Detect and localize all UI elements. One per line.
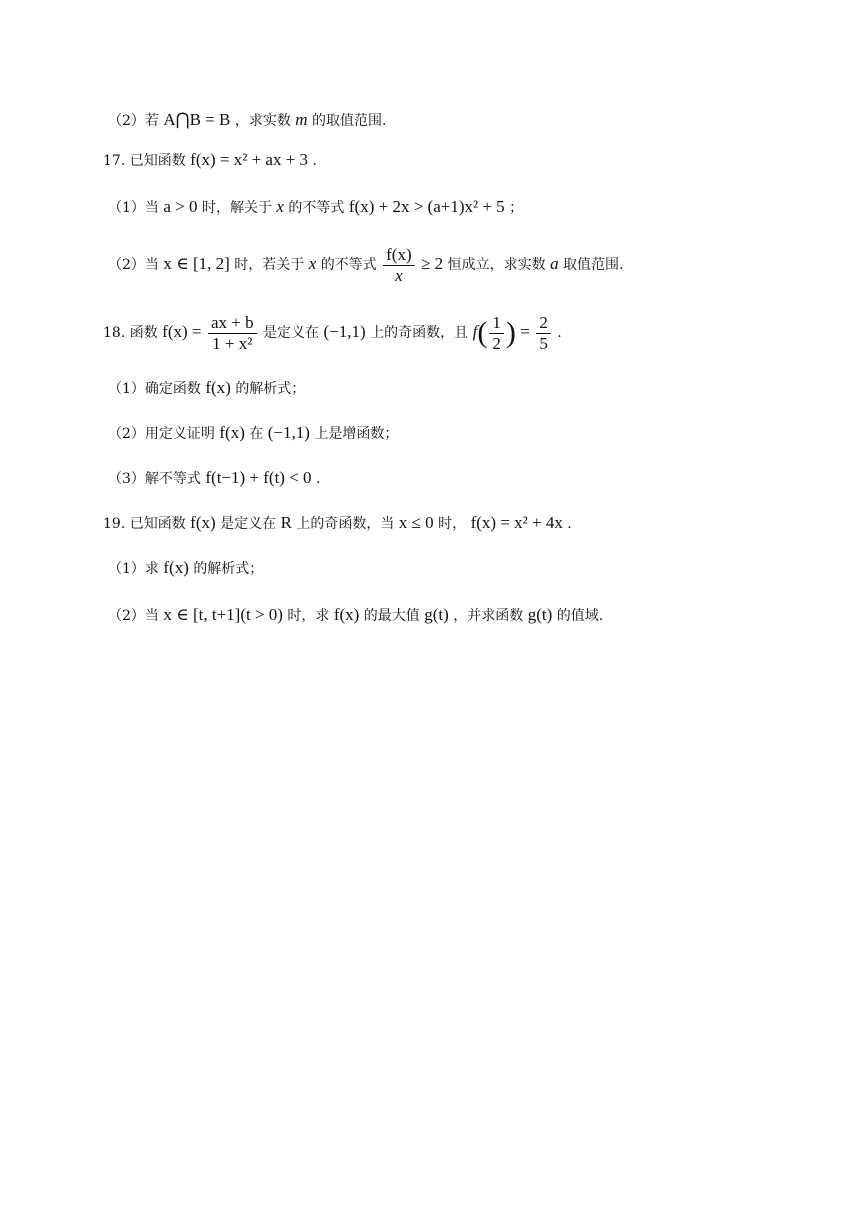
q17-p1-var: x [276, 197, 284, 216]
q16-p2-end: 的取值范围. [312, 113, 387, 129]
q18-text1: 是定义在 [263, 325, 320, 341]
q18-left-paren: ( [477, 316, 488, 349]
q18-p2-label: （2）用定义证明 [108, 426, 215, 442]
q17-p1-text2: 的不等式 [288, 200, 345, 216]
q17-number: 17. 已知函数 [103, 153, 186, 169]
q19-part1 [108, 556, 868, 580]
q17-p1-condition: a > 0 [163, 197, 198, 216]
q17-function: f(x) = x² + ax + 3 [190, 150, 309, 169]
q19-expression: f(x) = x² + 4x [470, 513, 563, 532]
q19-p2-function: f(x) [333, 605, 360, 624]
q18-frac-numerator: ax + b [208, 313, 257, 334]
q19-condition: x ≤ 0 [398, 513, 434, 532]
q18-interval: (−1,1) [323, 322, 366, 341]
q17-part2 [108, 240, 868, 288]
q18-cond-f: f [472, 322, 478, 341]
q17-p2-text: 时，若关于 [234, 257, 305, 273]
q18-p2-end: 上是增函数； [314, 426, 399, 442]
q17-p2-text3: 恒成立，求实数 [447, 257, 546, 273]
q18-fraction [208, 313, 257, 354]
q19-p2-text: 时，求 [287, 608, 330, 624]
q16-p2-text: ，求实数 [234, 113, 291, 129]
q19-text1: 是定义在 [220, 516, 277, 532]
q19-function: f(x) [190, 513, 216, 532]
q17-p1-inequality: f(x) + 2x > (a+1)x² + 5 [348, 197, 505, 216]
q18-cond-equals: = [520, 322, 530, 341]
q17-stem [103, 148, 863, 172]
q17-p2-relation: ≥ 2 [421, 254, 444, 273]
q17-p2-text2: 的不等式 [320, 257, 377, 273]
q19-text3: 时， [438, 516, 467, 532]
q16-p2-set-condition: A⋂B = B [163, 110, 231, 129]
q18-p2-text: 在 [249, 426, 264, 442]
q17-end: . [312, 153, 317, 169]
q18-p1-function: f(x) [205, 378, 231, 397]
q17-p1-label: （1）当 [108, 200, 159, 216]
q19-p2-condition: x ∈ [t, t+1](t > 0) [163, 605, 283, 624]
q18-p3-label: （3）解不等式 [108, 471, 201, 487]
q19-p2-end: 的值域. [556, 608, 604, 624]
q18-part2 [108, 421, 868, 445]
q17-p2-var2: a [550, 254, 559, 273]
q18-stem [103, 308, 863, 356]
q17-part1 [108, 195, 868, 219]
q18-p3-inequality: f(t−1) + f(t) < 0 [205, 468, 312, 487]
q18-cond-value-fraction [536, 313, 551, 354]
q18-right-paren: ) [505, 316, 516, 349]
q18-function-lhs: f(x) = [162, 322, 202, 341]
q18-cond-arg-fraction [489, 313, 504, 354]
q18-part3 [108, 466, 868, 490]
q18-p2-interval: (−1,1) [267, 423, 310, 442]
q18-text2: 上的奇函数，且 [370, 325, 469, 341]
q17-p2-frac-numerator: f(x) [383, 245, 414, 266]
q17-p2-var: x [308, 254, 317, 273]
q18-end: . [557, 325, 562, 341]
q18-p1-label: （1）确定函数 [108, 381, 201, 397]
q19-stem [103, 511, 863, 535]
q16-p2-label: （2）若 [108, 113, 159, 129]
q19-p1-label: （1）求 [108, 561, 159, 577]
q19-p2-g2: g(t) [527, 605, 553, 624]
q18-p2-function: f(x) [219, 423, 245, 442]
q19-end: . [567, 516, 572, 532]
q17-p1-text: 时，解关于 [201, 200, 272, 216]
q18-number: 18. 函数 [103, 325, 158, 341]
q18-cond-arg-den: 2 [492, 333, 501, 353]
q16-part2 [108, 108, 868, 132]
q19-number: 19. 已知函数 [103, 516, 186, 532]
q19-p1-end: 的解析式； [193, 561, 264, 577]
q17-p1-end: ； [509, 200, 524, 216]
q19-p2-label: （2）当 [108, 608, 159, 624]
q17-p2-end: 取值范围. [563, 257, 624, 273]
q17-p2-frac-denominator: x [395, 265, 403, 285]
q19-p1-function: f(x) [163, 558, 189, 577]
q18-cond-value-den: 5 [539, 333, 548, 353]
q19-text2: 上的奇函数，当 [296, 516, 395, 532]
q18-p1-end: 的解析式； [235, 381, 306, 397]
q17-p2-condition: x ∈ [1, 2] [163, 254, 230, 273]
q17-p2-label: （2）当 [108, 257, 159, 273]
q19-part2 [108, 603, 868, 627]
q18-p3-end: . [316, 471, 321, 487]
q19-p2-text3: ，并求函数 [453, 608, 524, 624]
q19-domain: R [280, 513, 292, 532]
q19-p2-text2: 的最大值 [363, 608, 420, 624]
q16-p2-var: m [295, 110, 308, 129]
q18-part1 [108, 376, 868, 400]
q19-p2-g: g(t) [424, 605, 449, 624]
q17-p2-fraction [383, 245, 414, 286]
q18-cond-value-num: 2 [536, 313, 551, 334]
q18-cond-arg-num: 1 [489, 313, 504, 334]
q18-frac-denominator: 1 + x² [212, 333, 253, 353]
